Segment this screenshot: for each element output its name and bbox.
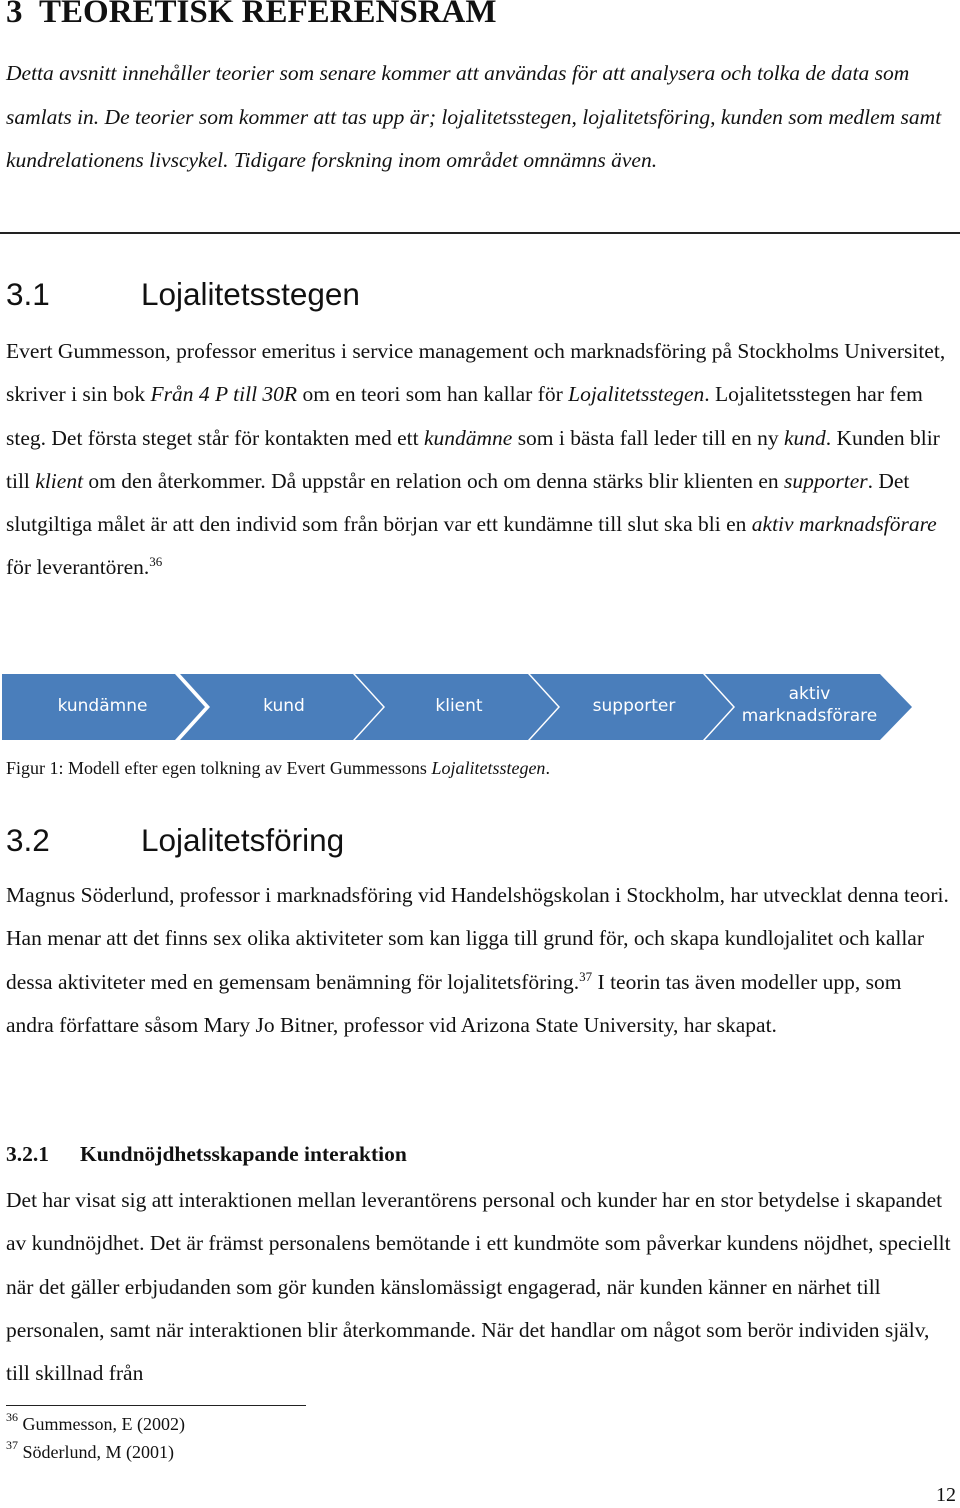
section-number: 3.2 [6, 822, 50, 858]
section-title: Lojalitetsföring [141, 822, 345, 858]
caption-text: Figur 1: Modell efter egen tolkning av Evert Gummessons [6, 758, 432, 778]
term-lojalitetsstegen: Lojalitetsstegen [568, 382, 705, 407]
footnote-number: 37 [6, 1438, 18, 1452]
section-3-2-paragraph [6, 874, 954, 1047]
footnote-ref-36[interactable]: 36 [149, 554, 163, 570]
book-title: Från 4 P till 30R [150, 382, 298, 407]
text-run: I teorin tas även modeller upp, som andra författare såsom Mary Jo Bitner, professor vid Arizona State University, har skapat. [6, 969, 902, 1037]
text-run: . Lojalitetsstegen har fem steg. Det första steget står för kontakten med ett [6, 382, 923, 450]
footnote-ref-37[interactable]: 37 [579, 968, 593, 984]
section-3-2-1-paragraph: Det har visat sig att interaktionen mellan leverantörens personal och kunder har en stor betydelse i skapandet av kundnöjdhet. Det är främst personalens bemötande i ett kundmöte som påverkar kundens nöjdhet, speciellt när det gäller erbjudanden som gör kunden känslomässigt engagerad, när kunden känner en närhet till personalen, samt när interaktionen blir återkommande. När det handlar om något som berör individen själv, till skillnad från [6, 1188, 951, 1386]
section-3-1-paragraph [6, 330, 954, 590]
term-kund: kund [783, 425, 826, 450]
footnote-37 [6, 1438, 174, 1463]
step-label-3: klient [435, 696, 483, 716]
footnote-number: 36 [6, 1410, 18, 1424]
step-label-1: kundämne [57, 696, 148, 716]
term-kundamne: kundämne [423, 425, 513, 450]
chapter-title: TEORETISK REFERENSRAM [39, 0, 497, 30]
caption-italic: Lojalitetsstegen [431, 758, 546, 778]
footnote-text: Gummesson, E (2002) [22, 1414, 185, 1434]
section-heading-3-1 [6, 276, 360, 313]
text-run: för leverantören. [6, 555, 150, 580]
section-heading-3-2 [6, 822, 344, 859]
footnote-divider [6, 1405, 306, 1406]
subsection-title: Kundnöjdhetsskapande interaktion [80, 1142, 407, 1166]
text-run: som i bästa fall leder till en ny [512, 425, 784, 450]
step-label-4: supporter [592, 696, 676, 716]
page-number: 12 [936, 1484, 956, 1506]
text-run: Magnus Söderlund, professor i marknadsföring vid Handelshögskolan i Stockholm, har utvecklat denna teori. Han menar att det finns sex olika aktiviteter som kan ligga till grund för, och skapa kundlojalitet och kallar dessa aktiviteter med en gemensam benämning för lojalitetsföring. [6, 883, 949, 994]
term-aktiv-marknadsforare: aktiv marknadsförare [751, 512, 937, 537]
footnote-text: Söderlund, M (2001) [22, 1442, 174, 1462]
divider [0, 232, 960, 234]
step-label-2: kund [263, 696, 305, 716]
caption-end: . [545, 758, 550, 778]
loyalty-ladder-figure [0, 672, 960, 742]
term-supporter: supporter [783, 468, 868, 493]
chapter-heading [6, 0, 497, 31]
subsection-heading-3-2-1 [6, 1142, 407, 1167]
section-number: 3.1 [6, 276, 50, 312]
text-run: om en teori som han kallar för [297, 382, 569, 407]
step-label-5: aktiv marknadsförare [741, 684, 878, 726]
figure-caption [6, 758, 550, 779]
text-run: Evert Gummesson, professor emeritus i service management och marknadsföring på Stockholms Universitet, skriver i sin bok [6, 339, 946, 407]
text-run: . Kunden blir till [6, 425, 940, 493]
chapter-intro: Detta avsnitt innehåller teorier som senare kommer att användas för att analysera och tolka de data som samlats in. De teorier som kommer att tas upp är; lojalitetsstegen, lojalitetsföring, kunden som medlem samt kundrelationens livscykel. Tidigare forskning inom området omnämns även. [6, 61, 942, 172]
term-klient: klient [35, 468, 84, 493]
footnote-36 [6, 1410, 185, 1435]
text-run: om den återkommer. Då uppstår en relation och om denna stärks blir klienten en [83, 468, 784, 493]
text-run: . Det slutgiltiga målet är att den individ som från början var ett kundämne till slut ska bli en [6, 468, 910, 537]
subsection-number: 3.2.1 [6, 1142, 49, 1166]
chapter-number: 3 [6, 0, 23, 30]
section-title: Lojalitetsstegen [141, 276, 360, 312]
